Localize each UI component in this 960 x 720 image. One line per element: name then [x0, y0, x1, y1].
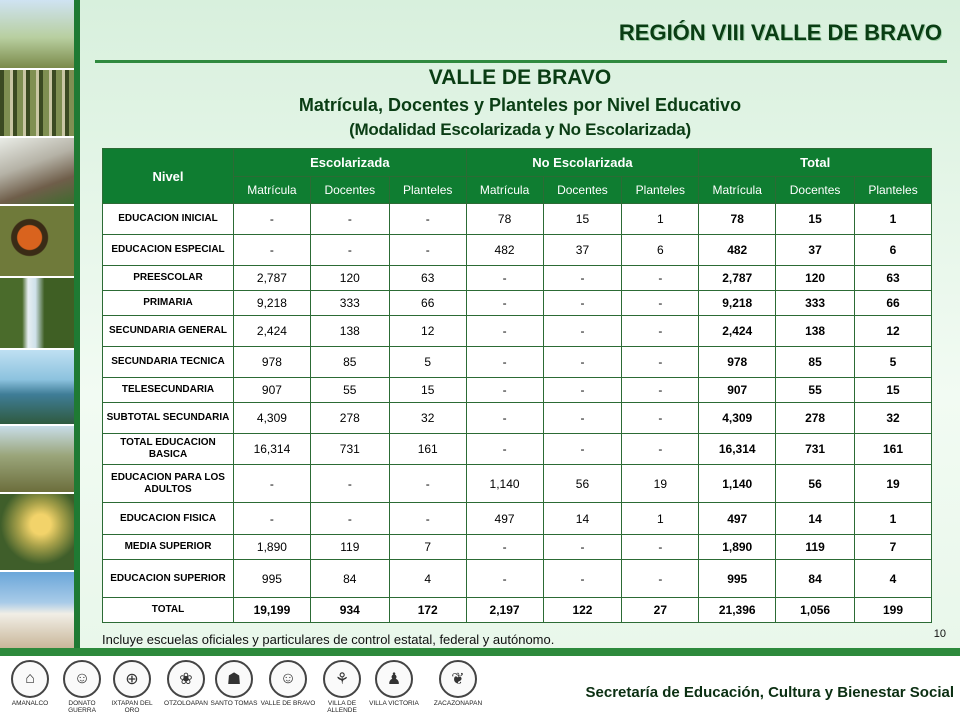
cell-total: 333 [776, 291, 855, 316]
logo-0 [2, 660, 58, 707]
row-label: EDUCACION PARA LOS ADULTOS [103, 465, 234, 503]
cell-noesc: 482 [466, 235, 543, 266]
cell-total: 995 [699, 560, 776, 598]
cell-noesc: 56 [543, 465, 622, 503]
table-row [103, 403, 932, 434]
cell-noesc: - [622, 560, 699, 598]
table-row [103, 560, 932, 598]
subheader-matricula: Matrícula [699, 177, 776, 204]
cell-noesc: 122 [543, 598, 622, 623]
cell-noesc: 19 [622, 465, 699, 503]
otzoloapan-glyph-icon: ❀ [167, 660, 205, 698]
amanalco-glyph-icon: ⌂ [11, 660, 49, 698]
cell-esc: 731 [310, 434, 389, 465]
cell-noesc: - [622, 378, 699, 403]
table-row [103, 291, 932, 316]
table-row [103, 535, 932, 560]
subheader-docentes: Docentes [310, 177, 389, 204]
cell-noesc: - [622, 535, 699, 560]
villa-victoria-glyph-icon: ♟ [375, 660, 413, 698]
cell-esc: 2,424 [234, 316, 311, 347]
row-label: SECUNDARIA TECNICA [103, 347, 234, 378]
cell-esc: 120 [310, 266, 389, 291]
cell-total: 199 [855, 598, 932, 623]
subheader-planteles: Planteles [622, 177, 699, 204]
cell-total: 5 [855, 347, 932, 378]
title-divider [95, 60, 947, 63]
cell-noesc: - [543, 378, 622, 403]
cell-esc: - [234, 235, 311, 266]
cell-total: 120 [776, 266, 855, 291]
cell-noesc: 1,140 [466, 465, 543, 503]
subheader-docentes: Docentes [776, 177, 855, 204]
cell-noesc: - [466, 535, 543, 560]
cell-esc: 84 [310, 560, 389, 598]
cell-esc: - [389, 465, 466, 503]
cell-total: 2,787 [699, 266, 776, 291]
region-title: REGIÓN VIII VALLE DE BRAVO [618, 20, 942, 45]
cell-noesc: - [543, 316, 622, 347]
cell-noesc: - [466, 347, 543, 378]
logo-label: ZACAZONAPAN [433, 700, 483, 707]
logo-label: OTZOLOAPAN [164, 700, 208, 707]
cell-noesc: 1 [622, 204, 699, 235]
cell-esc: 2,787 [234, 266, 311, 291]
cell-total: 1,140 [699, 465, 776, 503]
cell-esc: 138 [310, 316, 389, 347]
cell-noesc: 27 [622, 598, 699, 623]
logo-label: SANTO TOMAS [210, 700, 258, 707]
cell-total: 731 [776, 434, 855, 465]
column-header-nivel: Nivel [103, 149, 234, 204]
cell-esc: 1,890 [234, 535, 311, 560]
donato-guerra-glyph-icon: ☺ [63, 660, 101, 698]
cell-total: 14 [776, 503, 855, 535]
cell-esc: - [389, 503, 466, 535]
photo-lake [0, 350, 74, 426]
logo-label: IXTAPAN DEL ORO [111, 700, 153, 714]
cell-total: 907 [699, 378, 776, 403]
cell-esc: 161 [389, 434, 466, 465]
photo-waterfall [0, 278, 74, 350]
cell-esc: - [389, 235, 466, 266]
table-row [103, 204, 932, 235]
cell-esc: 4,309 [234, 403, 311, 434]
cell-total: 138 [776, 316, 855, 347]
cell-total: 21,396 [699, 598, 776, 623]
cell-total: 9,218 [699, 291, 776, 316]
table-row [103, 503, 932, 535]
cell-esc: 32 [389, 403, 466, 434]
table-row [103, 434, 932, 465]
modality-caption: (Modalidad Escolarizada y No Escolarizada) [349, 120, 691, 139]
photo-forest [0, 0, 74, 70]
cell-esc: 978 [234, 347, 311, 378]
cell-noesc: 2,197 [466, 598, 543, 623]
footnote: Incluye escuelas oficiales y particulares de control estatal, federal y autónomo. [102, 632, 555, 647]
cell-noesc: 15 [543, 204, 622, 235]
cell-noesc: 497 [466, 503, 543, 535]
row-label: EDUCACION INICIAL [103, 204, 234, 235]
subheader-planteles: Planteles [389, 177, 466, 204]
cell-esc: - [310, 204, 389, 235]
group-header-total: Total [699, 149, 932, 177]
cell-noesc: - [622, 347, 699, 378]
row-label: EDUCACION SUPERIOR [103, 560, 234, 598]
cell-noesc: - [543, 266, 622, 291]
cell-noesc: - [466, 378, 543, 403]
logo-7 [366, 660, 422, 707]
villa-allende-glyph-icon: ⚘ [323, 660, 361, 698]
cell-esc: - [310, 235, 389, 266]
cell-noesc: - [466, 266, 543, 291]
cell-noesc: - [622, 291, 699, 316]
cell-noesc: - [466, 434, 543, 465]
row-label: SUBTOTAL SECUNDARIA [103, 403, 234, 434]
cell-total: 119 [776, 535, 855, 560]
ixtapan-glyph-icon: ⊕ [113, 660, 151, 698]
cell-noesc: - [466, 560, 543, 598]
cell-esc: 7 [389, 535, 466, 560]
municipality-title: VALLE DE BRAVO [428, 66, 612, 89]
cell-total: 56 [776, 465, 855, 503]
cell-noesc: - [543, 291, 622, 316]
logo-4 [206, 660, 262, 707]
logo-6 [314, 660, 370, 714]
photo-sunset-tree [0, 494, 74, 572]
row-label: SECUNDARIA GENERAL [103, 316, 234, 347]
photo-butterfly [0, 206, 74, 278]
cell-esc: 995 [234, 560, 311, 598]
cell-total: 63 [855, 266, 932, 291]
cell-esc: 5 [389, 347, 466, 378]
cell-noesc: - [622, 403, 699, 434]
cell-noesc: - [466, 316, 543, 347]
cell-esc: 85 [310, 347, 389, 378]
photo-street [0, 138, 74, 206]
photo-church [0, 572, 74, 650]
cell-esc: 9,218 [234, 291, 311, 316]
subheader-matricula: Matrícula [466, 177, 543, 204]
logo-label: VILLA VICTORIA [369, 700, 419, 707]
cell-total: 85 [776, 347, 855, 378]
cell-esc: - [310, 465, 389, 503]
cell-total: 161 [855, 434, 932, 465]
logo-2 [104, 660, 160, 714]
row-label: PREESCOLAR [103, 266, 234, 291]
cell-total: 482 [699, 235, 776, 266]
table-body [103, 204, 932, 623]
cell-total: 6 [855, 235, 932, 266]
cell-total: 978 [699, 347, 776, 378]
logo-label: DONATO GUERRA [68, 700, 96, 714]
cell-total: 1,890 [699, 535, 776, 560]
cell-noesc: 14 [543, 503, 622, 535]
cell-total: 15 [855, 378, 932, 403]
row-label: TOTAL [103, 598, 234, 623]
row-label: TOTAL EDUCACION BASICA [103, 434, 234, 465]
photo-strip [0, 0, 74, 648]
cell-noesc: - [543, 403, 622, 434]
cell-noesc: - [466, 291, 543, 316]
cell-esc: 12 [389, 316, 466, 347]
cell-total: 32 [855, 403, 932, 434]
cell-esc: - [234, 204, 311, 235]
cell-noesc: 78 [466, 204, 543, 235]
row-label: MEDIA SUPERIOR [103, 535, 234, 560]
cell-noesc: 1 [622, 503, 699, 535]
cell-total: 4,309 [699, 403, 776, 434]
footer-band [0, 648, 960, 656]
cell-total: 7 [855, 535, 932, 560]
cell-total: 1 [855, 503, 932, 535]
cell-esc: 4 [389, 560, 466, 598]
cell-total: 2,424 [699, 316, 776, 347]
table-subtitle: Matrícula, Docentes y Planteles por Nivel Educativo [298, 95, 742, 115]
cell-esc: 907 [234, 378, 311, 403]
cell-esc: 55 [310, 378, 389, 403]
logo-label: VALLE DE BRAVO [260, 700, 316, 707]
group-header-no-escolarizada: No Escolarizada [466, 149, 699, 177]
cell-esc: 16,314 [234, 434, 311, 465]
cell-total: 16,314 [699, 434, 776, 465]
cell-total: 4 [855, 560, 932, 598]
cell-total: 1,056 [776, 598, 855, 623]
statistics-table [102, 148, 932, 623]
group-header-escolarizada: Escolarizada [234, 149, 467, 177]
cell-total: 84 [776, 560, 855, 598]
table-row [103, 235, 932, 266]
cell-total: 55 [776, 378, 855, 403]
cell-esc: 63 [389, 266, 466, 291]
zacazonapan-glyph-icon: ❦ [439, 660, 477, 698]
logo-1 [54, 660, 110, 714]
cell-total: 66 [855, 291, 932, 316]
cell-total: 78 [699, 204, 776, 235]
logo-label: VILLA DE ALLENDE [327, 700, 357, 714]
row-label: TELESECUNDARIA [103, 378, 234, 403]
cell-total: 37 [776, 235, 855, 266]
cell-noesc: - [466, 403, 543, 434]
subheader-planteles: Planteles [855, 177, 932, 204]
table-row [103, 347, 932, 378]
table-row [103, 378, 932, 403]
cell-noesc: - [543, 434, 622, 465]
cell-total: 278 [776, 403, 855, 434]
cell-esc: - [310, 503, 389, 535]
cell-noesc: - [543, 347, 622, 378]
table-row [103, 598, 932, 623]
cell-esc: 278 [310, 403, 389, 434]
cell-noesc: 6 [622, 235, 699, 266]
cell-total: 497 [699, 503, 776, 535]
valle-bravo-glyph-icon: ☺ [269, 660, 307, 698]
cell-total: 15 [776, 204, 855, 235]
table-row [103, 465, 932, 503]
cell-noesc: - [622, 266, 699, 291]
cell-esc: 934 [310, 598, 389, 623]
cell-noesc: 37 [543, 235, 622, 266]
cell-noesc: - [622, 434, 699, 465]
subheader-docentes: Docentes [543, 177, 622, 204]
logo-5 [260, 660, 316, 707]
cell-esc: 119 [310, 535, 389, 560]
cell-esc: 19,199 [234, 598, 311, 623]
cell-esc: - [234, 465, 311, 503]
cell-noesc: - [543, 560, 622, 598]
row-label: EDUCACION ESPECIAL [103, 235, 234, 266]
cell-noesc: - [622, 316, 699, 347]
secretaria-name: Secretaría de Educación, Cultura y Bienestar Social [585, 684, 954, 701]
cell-esc: 66 [389, 291, 466, 316]
cell-esc: 15 [389, 378, 466, 403]
cell-esc: 172 [389, 598, 466, 623]
row-label: EDUCACION FISICA [103, 503, 234, 535]
logo-8 [430, 660, 486, 707]
photo-trees [0, 70, 74, 138]
cell-esc: - [234, 503, 311, 535]
row-label: PRIMARIA [103, 291, 234, 316]
table-row [103, 266, 932, 291]
cell-total: 19 [855, 465, 932, 503]
table-row [103, 316, 932, 347]
photo-valley [0, 426, 74, 494]
cell-noesc: - [543, 535, 622, 560]
cell-total: 12 [855, 316, 932, 347]
logo-label: AMANALCO [11, 700, 49, 707]
cell-esc: - [389, 204, 466, 235]
subheader-matricula: Matrícula [234, 177, 311, 204]
cell-total: 1 [855, 204, 932, 235]
santo-tomas-glyph-icon: ☗ [215, 660, 253, 698]
page-number: 10 [933, 628, 946, 640]
cell-esc: 333 [310, 291, 389, 316]
